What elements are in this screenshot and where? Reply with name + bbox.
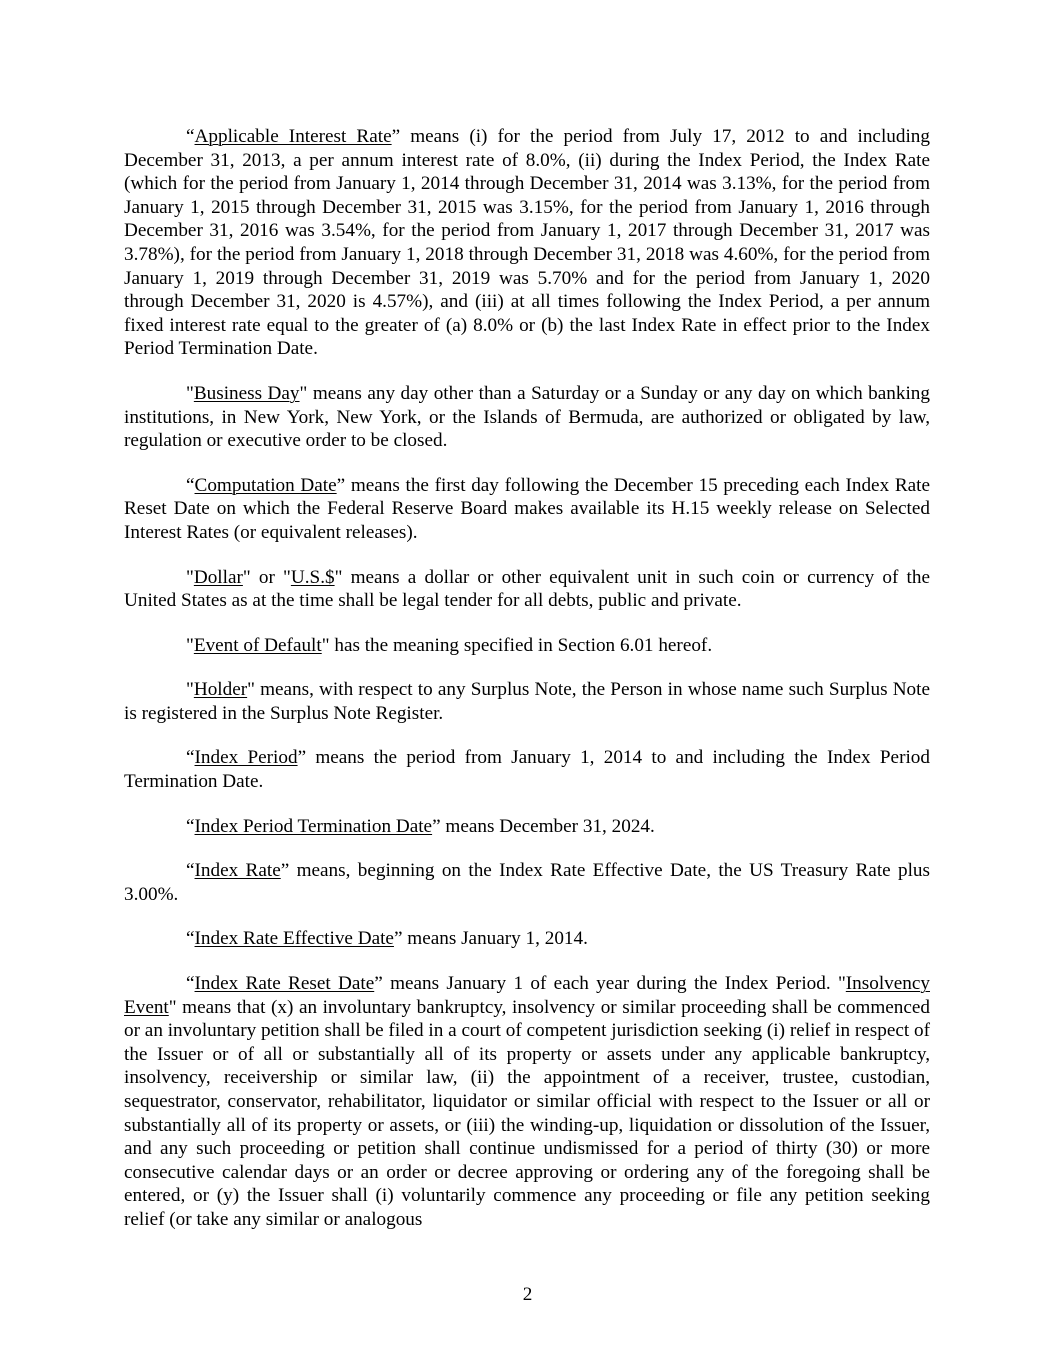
definition-applicable-interest-rate — [124, 125, 930, 361]
definition-text: " has the meaning specified in Section 6.01 hereof. — [321, 634, 713, 656]
definition-business-day — [124, 382, 930, 453]
defined-term: Business Day — [193, 382, 300, 404]
definition-text: " means that (x) an involuntary bankruptcy, insolvency or similar proceeding shall be commenced or an involuntary petition shall be filed in a court of competent jurisdiction seeking (i) relief in respect of the Issuer or of all or substantially all of its property or assets under any applicable bankruptcy, insolvency, receivership or similar law, (ii) the appointment of a receiver, trustee, custodian, sequestrator, conservator, rehabilitator, liquidator or similar official with respect to the Issuer or all or substantially all of its property or assets, or (iii) the winding-up, liquidation or dissolution of the Issuer, and any such proceeding or petition shall continue undismissed for a period of thirty (30) or more consecutive calendar days or an order or decree approving or ordering any of the foregoing shall be entered, or (y) the Issuer shall (i) voluntarily commence any proceeding or file any petition seeking relief (or take any similar or analogous — [124, 996, 930, 1230]
definition-index-rate-reset-date — [124, 972, 930, 1232]
definition-computation-date — [124, 474, 930, 545]
definition-index-rate-effective-date — [124, 927, 930, 951]
definition-holder — [124, 678, 930, 725]
definition-text: " means any day other than a Saturday or a Sunday or any day on which banking institutions, in New York, New York, or the Islands of Bermuda, are authorized or obligated by law, regulation or executive order to be closed. — [124, 382, 930, 452]
defined-term: Index Period — [194, 747, 298, 769]
quote-open: “ — [186, 747, 195, 769]
quote-open: “ — [186, 815, 195, 837]
definition-text: " means, with respect to any Surplus Note, the Person in whose name such Surplus Note is registered in the Surplus Note Register. — [124, 679, 930, 724]
defined-term: Holder — [193, 679, 248, 701]
definition-text: ” means January 1, 2014. — [393, 928, 588, 950]
definition-dollar — [124, 566, 930, 613]
quote-open: " — [186, 679, 194, 701]
definition-connector: " or " — [242, 566, 291, 588]
quote-open: " — [186, 566, 194, 588]
defined-term: Insolvency Event — [124, 973, 930, 1018]
page-number: 2 — [522, 1284, 533, 1305]
defined-term: Dollar — [193, 566, 243, 588]
quote-open: " — [186, 382, 194, 404]
definition-event-of-default — [124, 634, 930, 658]
definition-text: ” means the first day following the December 15 preceding each Index Rate Reset Date on which the Federal Reserve Board makes available its H.15 weekly release on Selected Interest Rates (or equivalent releases). — [124, 474, 930, 543]
quote-open: “ — [186, 474, 195, 496]
defined-term: Index Rate Effective Date — [194, 928, 394, 950]
defined-term: Event of Default — [193, 634, 322, 656]
quote-open: “ — [186, 928, 195, 950]
definition-text: ” means (i) for the period from July 17, 2012 to and including December 31, 2013, a per annum interest rate of 8.0%, (ii) during the Index Period, the Index Rate (which for the period from January 1, 2014 through December 31, 2014 was 3.13%, for the period from January 1, 2015 through December 31, 2015 was 3.15%, for the period from January 1, 2016 through December 31, 2016 was 3.54%, for the period from January 1, 2017 through December 31, 2017 was 3.78%), for the period from January 1, 2018 through December 31, 2018 was 4.60%, for the period from January 1, 2019 through December 31, 2019 was 5.70% and for the period from January 1, 2020 through December 31, 2020 is 4.57%), and (iii) at all times following the Index Period, a per annum fixed interest rate equal to the greater of (a) 8.0% or (b) the last Index Rate in effect prior to the Index Period Termination Date. — [124, 126, 930, 360]
quote-open: “ — [186, 973, 195, 995]
definition-index-rate — [124, 859, 930, 906]
definition-text: ” means December 31, 2024. — [432, 815, 655, 837]
definition-text: ” means, beginning on the Index Rate Effective Date, the US Treasury Rate plus 3.00%. — [124, 860, 930, 905]
defined-term: Index Rate Reset Date — [194, 973, 375, 995]
defined-term: Index Rate — [194, 860, 281, 882]
defined-term: Applicable Interest Rate — [194, 126, 392, 147]
defined-term: U.S.$ — [290, 566, 335, 588]
defined-term: Index Period Termination Date — [194, 815, 433, 837]
definition-index-period — [124, 746, 930, 793]
quote-open: “ — [186, 126, 195, 147]
definitions-section — [124, 125, 930, 1253]
definition-text: ” means the period from January 1, 2014 to and including the Index Period Termination Date. — [124, 747, 930, 793]
quote-open: " — [186, 634, 194, 656]
definition-text: " means a dollar or other equivalent unit in such coin or currency of the United States as at the time shall be legal tender for all debts, public and private. — [124, 566, 930, 612]
definition-index-period-termination-date — [124, 815, 930, 839]
defined-term: Computation Date — [194, 474, 337, 496]
definition-connector: ” means January 1 of each year during the Index Period. " — [374, 973, 846, 995]
quote-open: “ — [186, 860, 195, 882]
